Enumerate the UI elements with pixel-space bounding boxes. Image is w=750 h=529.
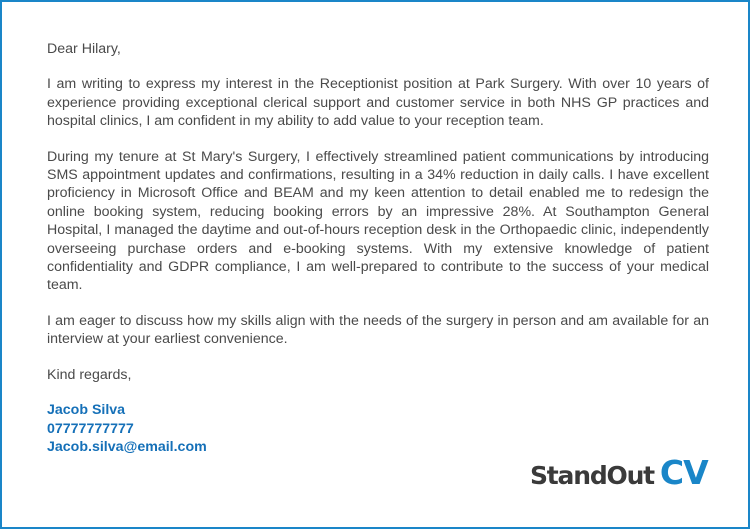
signature-block — [47, 401, 709, 456]
standout-cv-logo — [530, 453, 708, 492]
experience-paragraph: During my tenure at St Mary's Surgery, I effectively streamlined patient communications by introducing SMS appointment updates and confirmations, resulting in a 34% reduction in daily calls. I have excellent proficiency in Microsoft Office and BEAM and my keen attention to detail enabled me to redesign the online booking system, reducing booking errors by an impressive 28%. At Southampton General Hospital, I managed the daytime and out-of-hours reception desk in the Orthopaedic clinic, independently overseeing purchase orders and e-booking systems. With my extensive knowledge of patient confidentiality and GDPR compliance, I am well-prepared to contribute to the success of your medical team. — [47, 148, 709, 294]
signature-name: Jacob Silva — [47, 402, 126, 419]
letter-body — [47, 40, 709, 456]
logo-brand-text: StandOut — [530, 461, 654, 490]
signature-email: Jacob.silva@email.com — [47, 438, 207, 455]
salutation: Dear Hilary, — [47, 41, 121, 57]
logo-cv-mark: CV — [659, 453, 708, 492]
sign-off: Kind regards, — [47, 366, 132, 383]
signature-phone: 07777777777 — [47, 420, 134, 437]
closing-paragraph: I am eager to discuss how my skills align with the needs of the surgery in person and am available for an interview at your earliest convenience. — [47, 312, 709, 348]
intro-paragraph: I am writing to express my interest in the Receptionist position at Park Surgery. With over 10 years of experience providing exceptional clerical support and customer service in both NHS GP practices and hospital clinics, I am confident in my ability to add value to your reception team. — [47, 76, 709, 130]
